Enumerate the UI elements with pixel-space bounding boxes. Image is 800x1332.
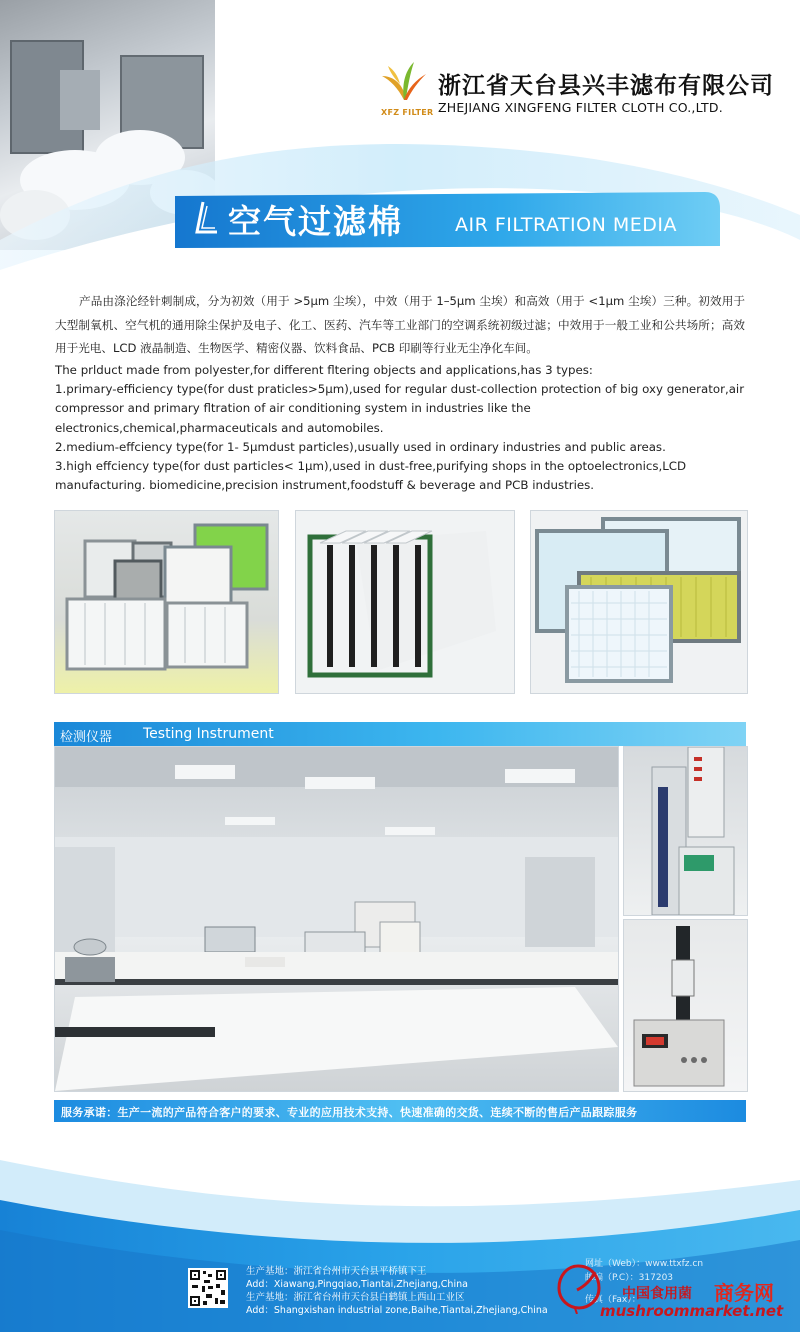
description-en-item: 1.primary-efficiency type(for dust praticles>5μm),used for regular dust-collection protection of big oxy generator,air compressor and primary fltration of air conditioning system in industries like the electronics,chemical,pharmaceuticals and automobiles. [55, 382, 745, 435]
page-title-en: AIR FILTRATION MEDIA [455, 214, 677, 236]
lab-photo-tensile-tester [623, 746, 748, 916]
service-promise: 服务承诺：生产一流的产品符合客户的要求、专业的应用技术支持、快速准确的交货、连续不断的售后产品跟踪服务 [61, 1106, 638, 1119]
postcode-value: 317203 [638, 1273, 674, 1283]
title-mark-icon [193, 200, 219, 236]
lab-photo-main [54, 746, 619, 1092]
watermark-cn: 中国食用菌 [622, 1286, 692, 1302]
address-line: Add：Xiawang,Pingqiao,Tiantai,Zhejiang,China [246, 1279, 468, 1290]
address-line: 生产基地：浙江省台州市天台县白鹤镇上西山工业区 [246, 1292, 465, 1303]
contact-web [585, 1256, 703, 1269]
testing-label-cn: 检测仪器 [60, 730, 113, 745]
testing-label-en: Testing Instrument [143, 726, 274, 742]
postcode-label: 邮编（P.C）： [585, 1273, 639, 1283]
watermark-url: mushroommarket.net [600, 1302, 784, 1320]
xfz-logo-icon [380, 60, 428, 104]
description-en-item: 2.medium-effciency type(for 1- 5μmdust particles),usually used in ordinary industries and public areas. [55, 439, 666, 454]
lab-photo-strength-tester [623, 919, 748, 1092]
fax-label: 传真（Fax）： [585, 1295, 641, 1305]
web-value: www.ttxfz.cn [645, 1259, 704, 1269]
logo-wordmark: XFZ FILTER [381, 108, 434, 117]
product-photo-stacked-filters [530, 510, 748, 694]
description-en-intro: The prlduct made from polyester,for different fltering objects and applications,has 3 types: [55, 363, 593, 377]
company-name-en: ZHEJIANG XINGFENG FILTER CLOTH CO.,LTD. [438, 100, 723, 115]
page-title-cn: 空气过滤棉 [228, 202, 403, 241]
product-photo-bag-filter [295, 510, 515, 694]
qr-code [188, 1268, 228, 1308]
web-label: 网址（Web）： [585, 1259, 646, 1269]
address-line: Add：Shangxishan industrial zone,Baihe,Tiantai,Zhejiang,China [246, 1305, 548, 1316]
address-line: 生产基地：浙江省台州市天台县平桥镇下王 [246, 1266, 427, 1277]
product-photo-panel-filters [54, 510, 279, 694]
watermark-logo-icon [555, 1262, 601, 1314]
description-en-item: 3.high effciency type(for dust particles< 1μm),used in dust-free,purifying shops in the optoelectronics,LCD manufacturing. biomedicine,precision instrument,foodstuff & beverage and PCB industries. [55, 459, 687, 493]
watermark-cn-highlight: 商务网 [714, 1281, 774, 1305]
description-cn: 产品由涤沦经针刺制成，分为初效（用于 >5μm 尘埃），中效（用于 1–5μm 尘埃）和高效（用于 <1μm 尘埃）三种。初效用于大型制氧机、空气机的通用除尘保护及电子、化工、医药、汽车等工业部门的空调系统初级过滤；中效用于一般工业和公共场所；高效用于光电、LCD 液晶制造、生物医学、精密仪器、饮料食品、PCB 印刷等行业无尘净化车间。 [55, 294, 745, 355]
company-name-cn: 浙江省天台县兴丰滤布有限公司 [438, 73, 774, 99]
description-en [55, 361, 745, 495]
